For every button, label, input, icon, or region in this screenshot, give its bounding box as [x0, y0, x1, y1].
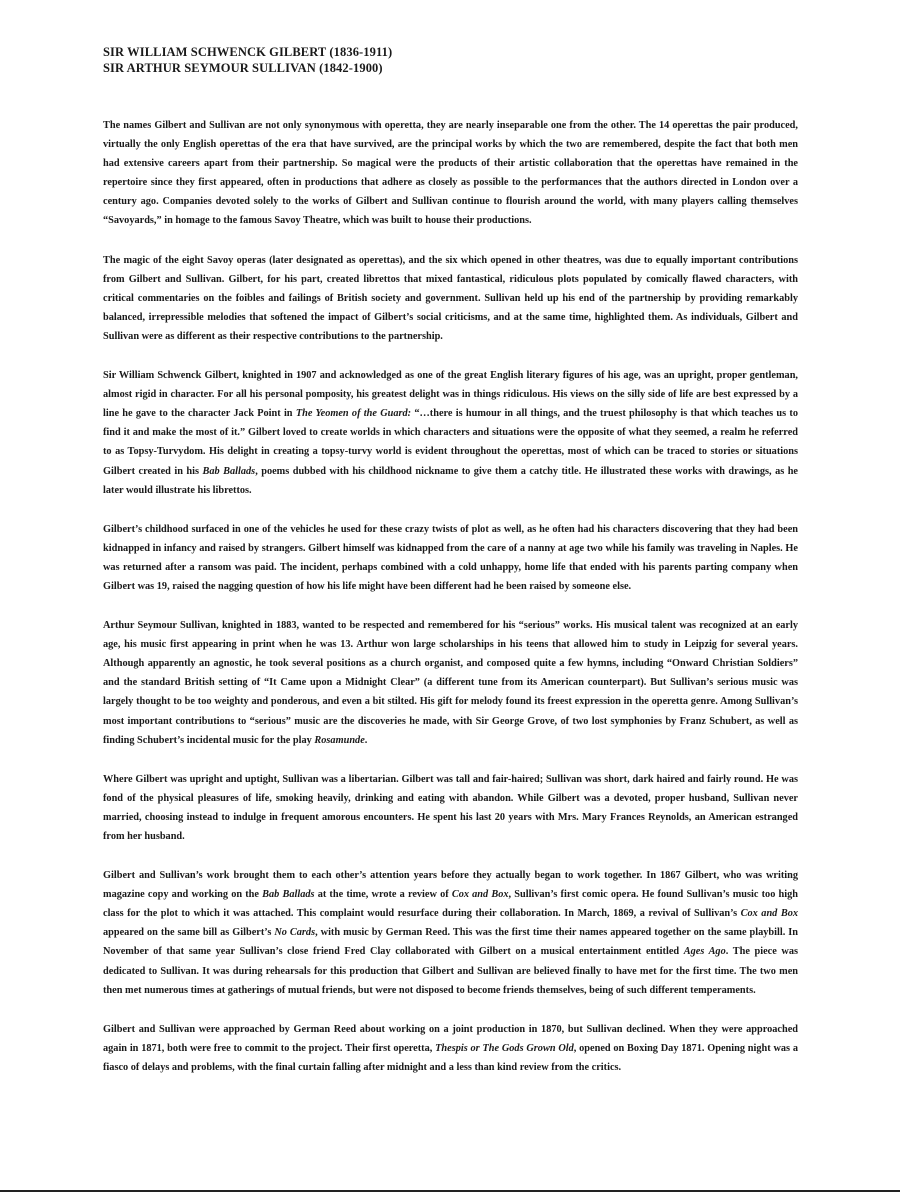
body-paragraph — [103, 251, 798, 346]
heading-line-sullivan — [103, 60, 798, 76]
text-run: Gilbert and Sullivan were approached by German Reed about working on a joint production in 1870, but Sullivan declined. When they were approached again in 1871, both were free to commit to the project. Their first operetta, — [103, 1023, 798, 1054]
text-run: The names Gilbert and Sullivan are not only synonymous with operetta, they are nearly inseparable one from the other. The 14 operettas the pair produced, virtually the only English operettas of the era that have survived, are the principal works by which the two are remembered, despite the fact that both men had extensive careers apart from their partnership. So magical were the products of their artistic collaboration that the operettas have remained in the repertoire since they first appeared, often in productions that adhere as closely as possible to the performances that the authors directed in London over a century ago. Companies devoted solely to the works of Gilbert and Sullivan continue to flourish around the world, with many players calling themselves “Savoyards,” in homage to the famous Savoy Theatre, which was built to house their productions. — [103, 120, 798, 227]
text-run: , poems dubbed with his childhood nickname to give them a catchy title. He illustrated these works with drawings, as he later would illustrate his librettos. — [103, 465, 799, 496]
heading-name-gilbert: SIR WILLIAM SCHWENCK GILBERT — [103, 45, 327, 59]
body-paragraph — [103, 520, 798, 596]
text-run: Where Gilbert was upright and uptight, Sullivan was a libertarian. Gilbert was tall and fair-haired; Sullivan was short, dark haired and fairly round. He was fond of the physical pleasures of life, smoking heavily, drinking and eating with abandon. While Gilbert was a devoted, proper husband, Sullivan never married, choosing instead to indulge in frequent amorous encounters. He spent his last 20 years with Mrs. Mary Frances Reynolds, an American estranged from her husband. — [103, 773, 798, 842]
body-paragraph — [103, 866, 798, 1000]
text-run: . — [364, 734, 368, 746]
italic-title-run: Thespis or The Gods Grown Old — [435, 1042, 574, 1054]
text-run: Sir William Schwenck Gilbert, knighted in 1907 and acknowledged as one of the great English literary figures of his age, was an upright, proper gentleman, almost rigid in character. For all his personal pomposity, his greatest delight was in things ridiculous. His views on the silly side of life are best expressed by a line he gave to the character Jack Point in — [103, 370, 798, 420]
italic-title-run: No Cards — [274, 927, 316, 939]
text-run: Gilbert’s childhood surfaced in one of the vehicles he used for these crazy twists of plot as well, as he often had his characters discovering that they had been kidnapped in infancy and raised by strangers. Gilbert himself was kidnapped from the care of a nanny at age two while his family was traveling in Naples. He was returned after a ransom was paid. The incident, perhaps combined with a cold unhappy, home life that ended with his parents parting company when Gilbert was 19, raised the nagging question of how his life might have been different had he been raised by someone else. — [103, 523, 798, 592]
body-paragraph — [103, 770, 798, 846]
heading-dates-gilbert: (1836-1911) — [329, 45, 393, 59]
italic-title-run: Bab Ballads — [202, 465, 256, 477]
italic-title-run: Cox and Box — [740, 908, 798, 920]
body-paragraph — [103, 366, 798, 500]
body-paragraph — [103, 116, 798, 231]
text-run: Arthur Seymour Sullivan, knighted in 1883, wanted to be respected and remembered for his “serious” works. His musical talent was recognized at an early age, his music first appearing in print when he was 13. Arthur won large scholarships in his teens that allowed him to study in Leipzig for several years. Although apparently an agnostic, he took several positions as a church organist, and composed quite a few hymns, including “Onward Christian Soldiers” and the standard British setting of “It Came upon a Midnight Clear” (a different tune from its American counterpart). But Sullivan’s serious music was largely thought to be too weighty and ponderous, and even a bit stilted. His gift for melody found its freest expression in the operetta genre. Among Sullivan’s most important contributions to “serious” music are the discoveries he made, with Sir George Grove, of two lost symphonies by Franz Schubert, as well as finding Schubert’s incidental music for the play — [103, 620, 798, 746]
body-paragraph — [103, 1020, 798, 1077]
text-run: The magic of the eight Savoy operas (later designated as operettas), and the six which opened in other theatres, was due to equally important contributions from Gilbert and Sullivan. Gilbert, for his part, created librettos that mixed fantastical, ridiculous plots populated by comically flawed characters, with critical commentaries on the foibles and failings of British society and government. Sullivan held up his end of the partnership by providing remarkably balanced, irrepressible melodies that softened the impact of Gilbert’s social criticisms, and at the same time, highlighted them. As individuals, Gilbert and Sullivan were as different as their respective contributions to the partnership. — [103, 254, 798, 342]
text-run: Gilbert and Sullivan’s work brought them to each other’s attention years before they actually began to work together. In 1867 Gilbert, who was writing magazine copy and working on the — [103, 870, 798, 901]
italic-title-run: Cox and Box — [451, 889, 509, 901]
text-run: . The piece was dedicated to Sullivan. It was during rehearsals for this production that Gilbert and Sullivan are believed finally to have met for the first time. The two men then met numerous times at gatherings of mutual friends, but were not disposed to become friends themselves, being of such different temperaments. — [103, 946, 798, 996]
text-run: , with music by German Reed. This was the first time their names appeared together on the same playbill. In November of that same year Sullivan’s close friend Fred Clay collaborated with Gilbert on a musical entertainment entitled — [103, 927, 798, 958]
text-run: appeared on the same bill as Gilbert’s — [103, 927, 275, 939]
heading-dates-sullivan: (1842-1900) — [319, 61, 383, 75]
italic-title-run: Ages Ago — [683, 946, 726, 958]
body-paragraph — [103, 616, 798, 750]
italic-title-run: Bab Ballads — [262, 889, 315, 901]
body-text — [103, 116, 798, 1077]
document-heading — [103, 44, 798, 76]
heading-name-sullivan: SIR ARTHUR SEYMOUR SULLIVAN — [103, 61, 316, 75]
text-run: , opened on Boxing Day 1871. Opening night was a fiasco of delays and problems, with the final curtain falling after midnight and a less than kind review from the critics. — [103, 1042, 798, 1073]
heading-line-gilbert — [103, 44, 798, 60]
text-run: “…there is humour in all things, and the truest philosophy is that which teaches us to find it and make the most of it.” Gilbert loved to create worlds in which characters and situations were the opposite of what they seemed, a realm he referred to as Topsy-Turvydom. His delight in creating a topsy-turvy world is evident throughout the operettas, most of which can be traced to stories or situations Gilbert created in his — [103, 408, 798, 477]
text-run: , Sullivan’s first comic opera. He found Sullivan’s music too high class for the plot to which it was attached. This complaint would resurface during their collaboration. In March, 1869, a revival of Sullivan’s — [103, 889, 798, 920]
document-page — [103, 44, 798, 1097]
italic-title-run: The Yeomen of the Guard: — [295, 408, 412, 420]
italic-title-run: Rosamunde — [314, 734, 365, 746]
bottom-rule — [0, 1190, 900, 1192]
text-run: at the time, wrote a review of — [314, 889, 452, 901]
